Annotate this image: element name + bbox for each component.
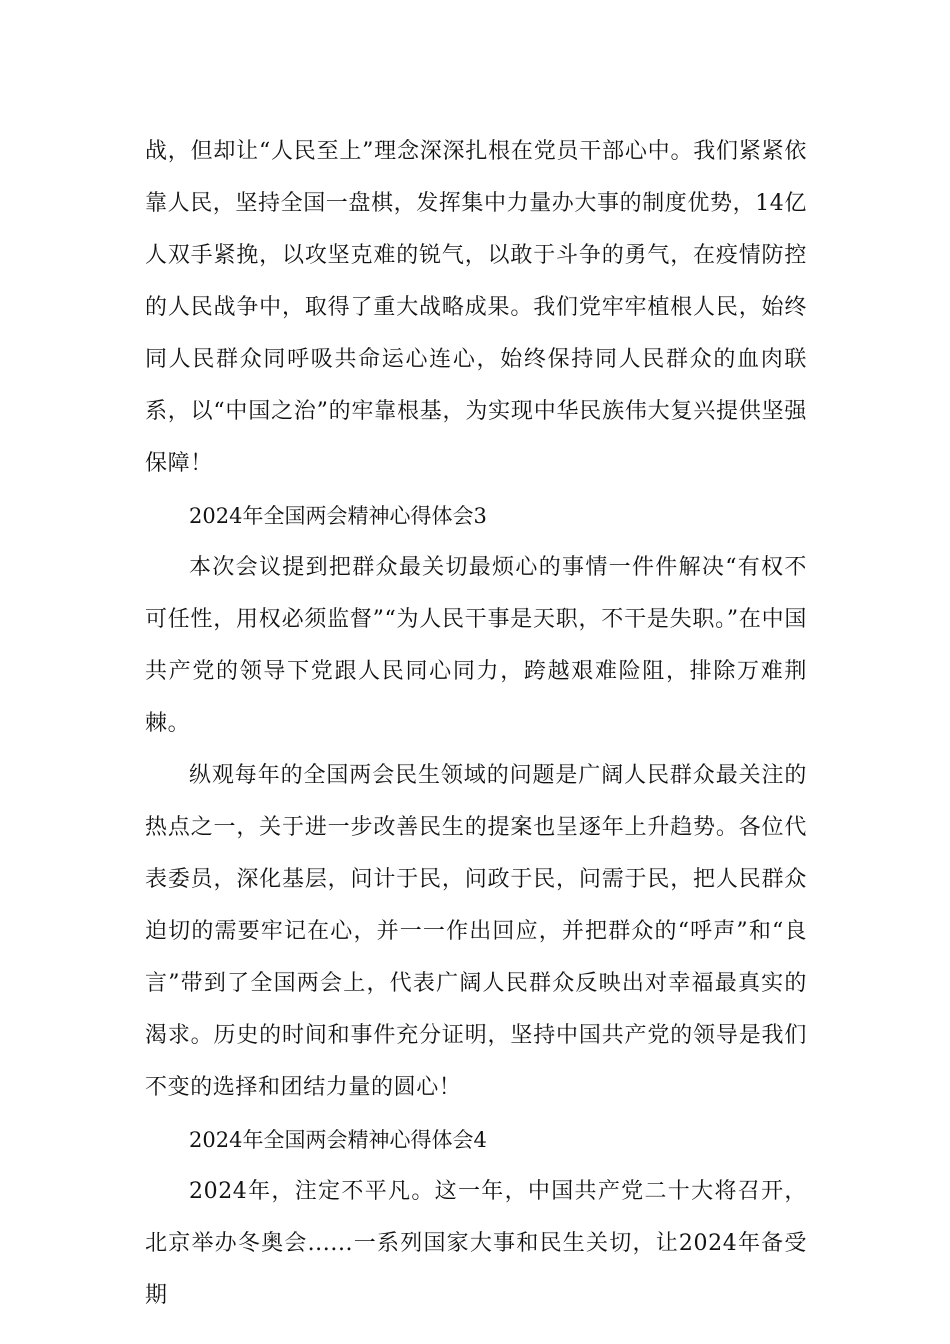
section-heading-4: 2024年全国两会精神心得体会4: [189, 1128, 487, 1152]
paragraph: 本次会议提到把群众最关切最烦心的事情一件件解决“有权不可任性，用权必须监督”“为人民干事是天职，不干是失职。”在中国共产党的领导下党跟人民同心同力，跨越艰难险阻，排除万难荆棘。: [145, 555, 807, 736]
section-heading-3: 2024年全国两会精神心得体会3: [189, 504, 487, 528]
paragraph: 纵观每年的全国两会民生领域的问题是广阔人民群众最关注的热点之一，关于进一步改善民生的提案也呈逐年上升趋势。各位代表委员，深化基层，问计于民，问政于民，问需于民，把人民群众迫切的需要牢记在心，并一一作出回应，并把群众的“呼声”和“良言”带到了全国两会上，代表广阔人民群众反映出对幸福最真实的渴求。历史的时间和事件充分证明，坚持中国共产党的领导是我们不变的选择和团结力量的圆心！: [145, 763, 807, 1100]
paragraph-continuation: 战，但却让“人民至上”理念深深扎根在党员干部心中。我们紧紧依靠人民，坚持全国一盘棋，发挥集中力量办大事的制度优势，14亿人双手紧挽，以攻坚克难的锐气，以敢于斗争的勇气，在疫情防控的人民战争中，取得了重大战略成果。我们党牢牢植根人民，始终同人民群众同呼吸共命运心连心，始终保持同人民群众的血肉联系，以“中国之治”的牢靠根基，为实现中华民族伟大复兴提供坚强保障！: [145, 139, 807, 476]
document-body: [145, 126, 807, 1322]
paragraph: 2024年，注定不平凡。这一年，中国共产党二十大将召开，北京举办冬奥会......一系列国家大事和民生关切，让2024年备受期: [145, 1179, 807, 1308]
